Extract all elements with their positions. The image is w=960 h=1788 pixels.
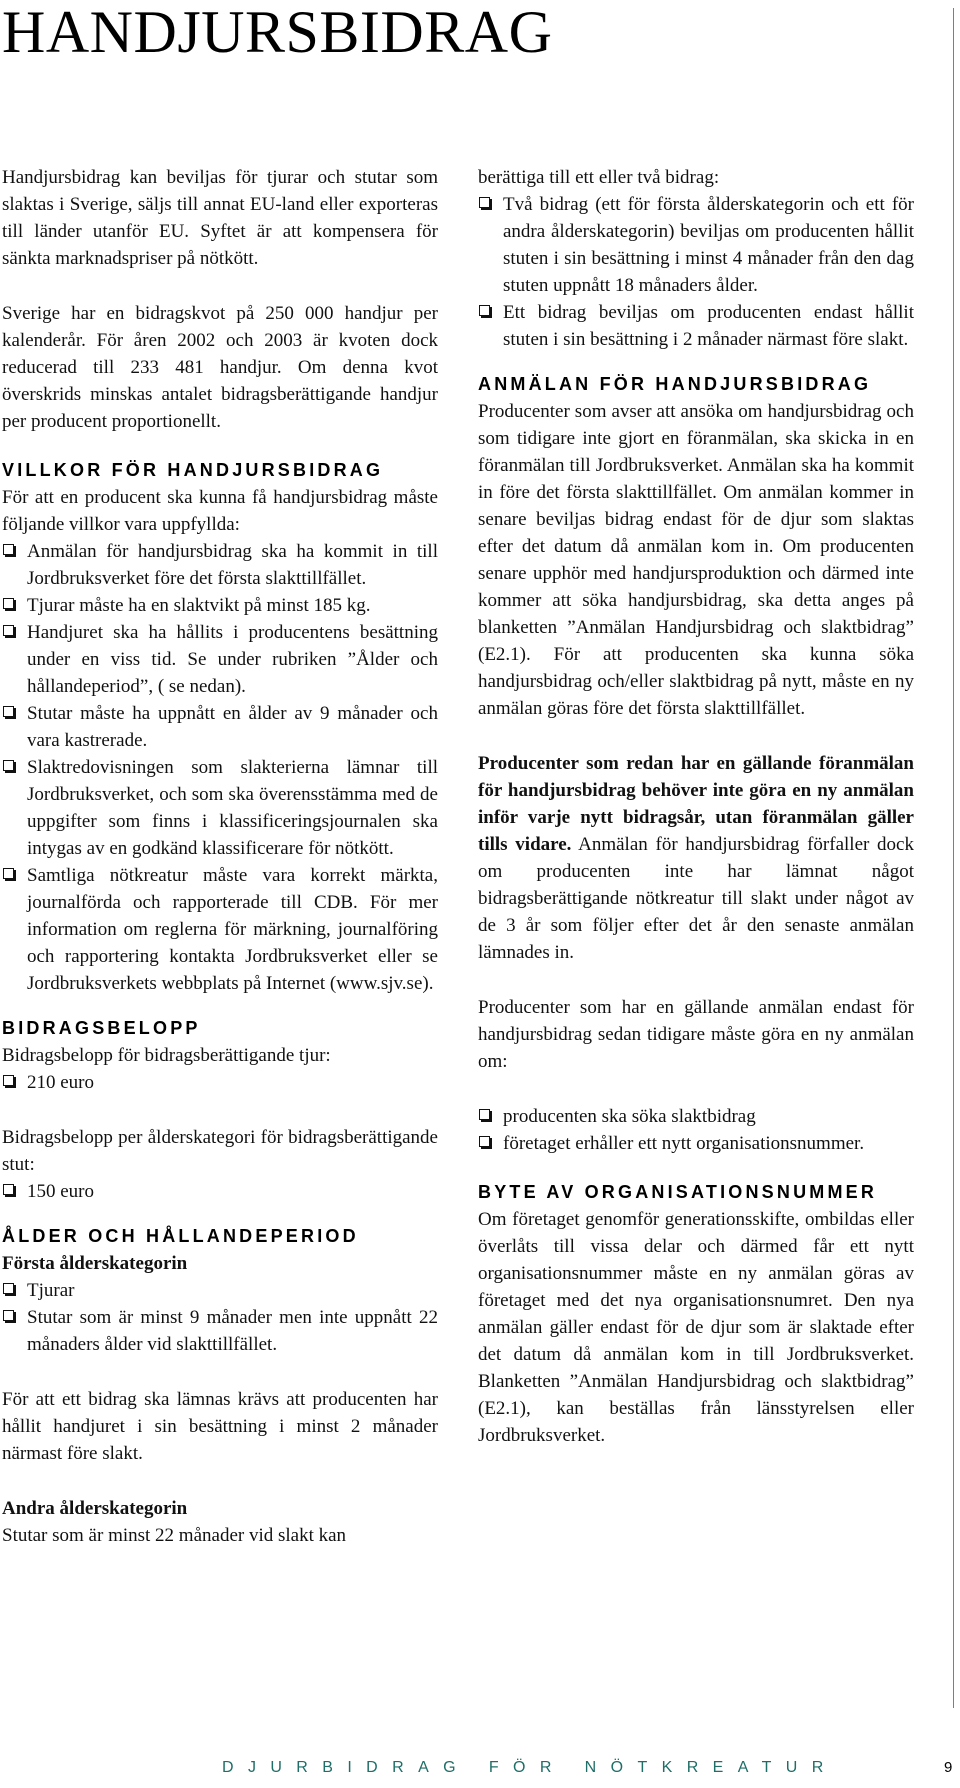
heading-anmalan: ANMÄLAN FÖR HANDJURSBIDRAG bbox=[478, 374, 872, 394]
list-item: producenten ska söka slaktbidrag bbox=[478, 1103, 914, 1130]
checkbox-square-icon bbox=[3, 544, 14, 555]
subheading-first-category: Första ålderskategorin bbox=[2, 1253, 188, 1274]
anmalan-after-bold: Anmälan för handjursbidrag förfaller dock om producenten inte har lämnat något bidragsberättigande nötkreatur till slakt under något av de 3 år som följer efter det år den senaste anmälan lämnades in. bbox=[478, 834, 914, 963]
continuation-list bbox=[478, 191, 914, 353]
list-item: Tjurar bbox=[2, 1277, 438, 1304]
villkor-list bbox=[2, 538, 438, 997]
tjur-amount-text: Bidragsbelopp för bidragsberättigande tjur: bbox=[2, 1045, 331, 1066]
checkbox-square-icon bbox=[479, 1136, 490, 1147]
checkbox-square-icon bbox=[479, 197, 490, 208]
list-item: Ett bidrag beviljas om producenten endast hållit stuten i sin besättning i 2 månader närmast före slakt. bbox=[478, 299, 914, 353]
second-category-text: Stutar som är minst 22 månader vid slakt kan bbox=[2, 1525, 347, 1546]
list-item: Två bidrag (ett för första ålderskategorin och ett för andra ålderskategorin) beviljas om producenten hållit stuten i sin besättning i minst 4 månader från den dag stuten uppnått 18 månaders ålder. bbox=[478, 191, 914, 299]
footer bbox=[0, 1759, 960, 1783]
right-column bbox=[478, 164, 914, 1449]
heading-villkor: VILLKOR FÖR HANDJURSBIDRAG bbox=[2, 460, 384, 480]
first-category-text: För att ett bidrag ska lämnas krävs att producenten har hållit handjuret i sin besättning i minst 2 månader närmast före slakt. bbox=[2, 1389, 438, 1464]
list-item: 210 euro bbox=[2, 1069, 438, 1096]
anmalan-paragraph: Producenter som avser att ansöka om handjursbidrag och som tidigare inte gjort en föranmälan, ska skicka in en föranmälan till Jordbruksverket. Anmälan ska ha kommit in före det första slakttillfället. Om anmälan kommer in senare beviljas bidrag endast för de djur som slaktas efter det datum då anmälan kom in. Om producenten senare upphör med handjursproduktion och därmed inte kommer att söka handjursbidrag, ska detta anges på blanketten ”Anmälan Handjursbidrag och slaktbidrag” (E2.1). För att producenten ska kunna söka handjursbidrag och/eller slaktbidrag på nytt, måste en ny anmälan göras före det första slakttillfället. bbox=[478, 401, 914, 719]
list-item: Tjurar måste ha en slaktvikt på minst 185 kg. bbox=[2, 592, 438, 619]
new-anmalan-list bbox=[478, 1103, 914, 1157]
checkbox-square-icon bbox=[3, 625, 14, 636]
list-item: företaget erhåller ett nytt organisationsnummer. bbox=[478, 1130, 914, 1157]
vertical-rule bbox=[953, 8, 954, 1708]
byte-paragraph: Om företaget genomför generationsskifte, ombildas eller överlåts till vissa delar och därmed får ett nytt organisationsnummer måste en ny anmälan göras av företaget med det nya organisationsnumret. Den nya anmälan gäller endast för de djur som är slaktade efter det datum då anmälan kom in till Jordbruksverket. Blanketten ”Anmälan Handjursbidrag och slaktbidrag” (E2.1), kan beställas från länsstyrelsen eller Jordbruksverket. bbox=[478, 1209, 914, 1446]
checkbox-square-icon bbox=[3, 1184, 14, 1195]
checkbox-square-icon bbox=[3, 1283, 14, 1294]
continuation-text: berättiga till ett eller två bidrag: bbox=[478, 167, 720, 188]
checkbox-square-icon bbox=[3, 1075, 14, 1086]
checkbox-square-icon bbox=[479, 1109, 490, 1120]
anmalan-bold-text: Producenter som redan har en gällande föranmälan för handjursbidrag behöver inte göra en ny anmälan inför varje nytt bidragsår, utan föranmälan gäller tills vidare. bbox=[478, 753, 914, 855]
heading-bidragsbelopp: BIDRAGSBELOPP bbox=[2, 1018, 201, 1038]
quota-paragraph: Sverige har en bidragskvot på 250 000 handjur per kalenderår. För åren 2002 och 2003 är kvoten dock reducerad till 233 481 handjur. Om denna kvot överskrids minskas antalet bidragsberättigande handjur per producent proportionellt. bbox=[2, 303, 438, 432]
stut-amount-list bbox=[2, 1178, 438, 1205]
list-item: Stutar som är minst 9 månader men inte uppnått 22 månaders ålder vid slakttillfället. bbox=[2, 1304, 438, 1358]
list-item: Samtliga nötkreatur måste vara korrekt märkta, journalförda och rapporterade till CDB. För mer information om reglerna för märkning, journalföring och rapportering kontakta Jordbruksverket eller se Jordbruksverkets webbplats på Internet (www.sjv.se). bbox=[2, 862, 438, 997]
anmalan-bold-paragraph bbox=[478, 750, 914, 966]
checkbox-square-icon bbox=[3, 598, 14, 609]
checkbox-square-icon bbox=[3, 868, 14, 879]
stut-amount-text: Bidragsbelopp per ålderskategori för bidragsberättigande stut: bbox=[2, 1127, 438, 1175]
tjur-amount-list bbox=[2, 1069, 438, 1096]
list-item: 150 euro bbox=[2, 1178, 438, 1205]
footer-running-title: DJURBIDRAG FÖR NÖTKREATUR bbox=[222, 1759, 838, 1776]
new-anmalan-paragraph: Producenter som har en gällande anmälan endast för handjursbidrag sedan tidigare måste göra en ny anmälan om: bbox=[478, 997, 914, 1072]
list-item: Handjuret ska ha hållits i producentens besättning under en viss tid. Se under rubriken ”Ålder och hållandeperiod”, ( se nedan). bbox=[2, 619, 438, 700]
first-category-list bbox=[2, 1277, 438, 1358]
checkbox-square-icon bbox=[3, 1310, 14, 1321]
list-item: Stutar måste ha uppnått en ålder av 9 månader och vara kastrerade. bbox=[2, 700, 438, 754]
page-number: 9 bbox=[944, 1759, 953, 1776]
list-item: Anmälan för handjursbidrag ska ha kommit in till Jordbruksverket före det första slakttillfället. bbox=[2, 538, 438, 592]
page-title: HANDJURSBIDRAG bbox=[2, 0, 553, 65]
heading-alder: ÅLDER OCH HÅLLANDEPERIOD bbox=[2, 1226, 359, 1246]
checkbox-square-icon bbox=[479, 305, 490, 316]
heading-byte: BYTE AV ORGANISATIONSNUMMER bbox=[478, 1182, 878, 1202]
intro-paragraph: Handjursbidrag kan beviljas för tjurar och stutar som slaktas i Sverige, säljs till annat EU-land eller exporteras till länder utanför EU. Syftet är att kompensera för sänkta marknadspriser på nötkött. bbox=[2, 167, 438, 269]
checkbox-square-icon bbox=[3, 760, 14, 771]
checkbox-square-icon bbox=[3, 706, 14, 717]
left-column bbox=[2, 164, 438, 1549]
subheading-second-category: Andra ålderskategorin bbox=[2, 1498, 188, 1519]
villkor-intro: För att en producent ska kunna få handjursbidrag måste följande villkor vara uppfyllda: bbox=[2, 487, 438, 535]
list-item: Slaktredovisningen som slakterierna lämnar till Jordbruksverket, och som ska överensstämma med de uppgifter som finns i klassificeringsjournalen ska intygas av en godkänd klassificerare för nötkött. bbox=[2, 754, 438, 862]
